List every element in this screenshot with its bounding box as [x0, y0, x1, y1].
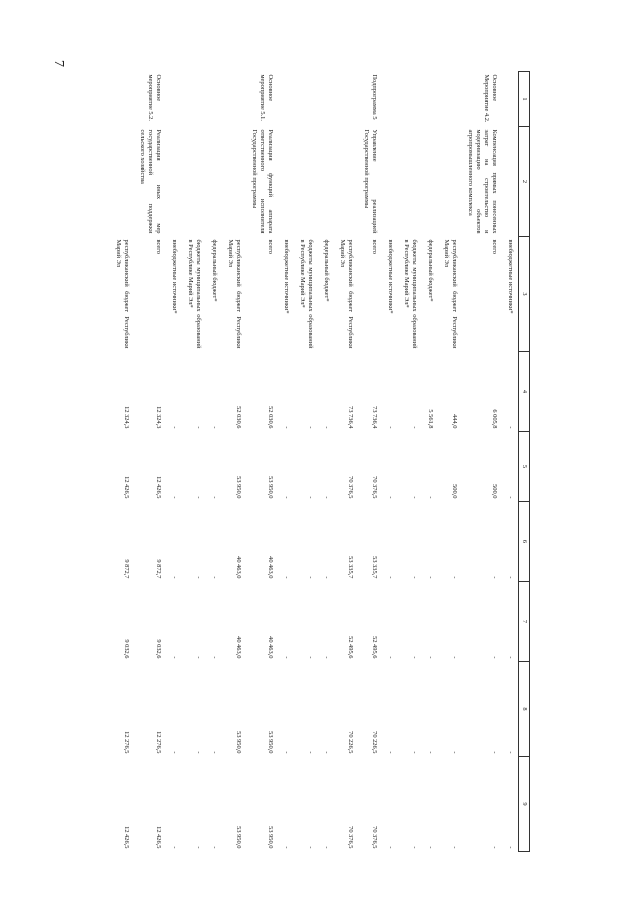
table-cell-col3: республиканский бюджет Республики Марий Эл [115, 239, 130, 349]
table-cell-col3: всего [371, 239, 378, 254]
table-cell-col3: внебюджетные источники* [283, 239, 290, 314]
table-cell-col3: всего [267, 239, 274, 254]
table-cell-col7: 9 032,6 [123, 639, 130, 659]
table-cell-col6: - [427, 576, 434, 579]
table-row [398, 72, 422, 852]
table-cell-col8: - [507, 751, 514, 754]
table-cell-col2 [422, 127, 438, 237]
table-cell-col9: - [171, 846, 178, 849]
table-cell-col9: - [411, 846, 418, 849]
table-cell-col8: - [283, 751, 290, 754]
table-cell-col2 [398, 127, 422, 237]
table-cell-col5: - [171, 496, 178, 499]
table-row [502, 72, 519, 852]
table-body [110, 72, 519, 852]
table-cell-col7: - [195, 656, 202, 659]
table-cell-col8: - [451, 751, 458, 754]
table-cell-col1 [318, 72, 334, 127]
table-cell-col4: - [171, 426, 178, 429]
table-cell-col6: - [283, 576, 290, 579]
table-cell-col3: республиканский бюджет Республики Марий Эл [339, 239, 354, 349]
table-cell-col8: - [387, 751, 394, 754]
table-cell-col7: - [323, 656, 330, 659]
table-cell-col5: - [195, 496, 202, 499]
table-cell-col3: федеральный бюджет* [323, 239, 330, 302]
table-row [246, 72, 278, 852]
table-cell-col6: - [307, 576, 314, 579]
table-cell-col2 [294, 127, 318, 237]
table-cell-col4: - [507, 426, 514, 429]
table-cell-col7: 40 463,0 [267, 636, 274, 659]
table-cell-col6: 53 335,7 [347, 556, 354, 579]
table-cell-col3: федеральный бюджет* [211, 239, 218, 302]
table-cell-col1 [438, 72, 462, 127]
table-row [166, 72, 182, 852]
table-cell-col7: 52 495,6 [347, 636, 354, 659]
table-cell-col9: - [451, 846, 458, 849]
table-cell-col7: - [307, 656, 314, 659]
table-cell-col2: Реализация функций аппарата ответственного исполнителя Государственной программы [251, 129, 274, 234]
table-cell-col8: - [491, 751, 498, 754]
table-cell-col9: - [387, 846, 394, 849]
table-cell-col5: - [211, 496, 218, 499]
table-cell-col1 [422, 72, 438, 127]
header-cell: 7 [519, 582, 530, 662]
table-cell-col4: 73 736,4 [371, 406, 378, 429]
table-cell-col4: 52 030,6 [267, 406, 274, 429]
table-cell-col2 [502, 127, 519, 237]
table-cell-col2 [182, 127, 206, 237]
budget-table [110, 71, 530, 852]
table-cell-col4: - [387, 426, 394, 429]
table-cell-col3: всего [155, 239, 162, 254]
table-cell-col2 [166, 127, 182, 237]
table-cell-col8: 12 276,5 [123, 731, 130, 754]
table-row [110, 72, 134, 852]
table-cell-col6: - [195, 576, 202, 579]
table-cell-col7: - [411, 656, 418, 659]
table-cell-col7: 52 495,6 [371, 636, 378, 659]
table-cell-col5: - [427, 496, 434, 499]
table-cell-col3: внебюджетные источники* [171, 239, 178, 314]
header-cell: 2 [519, 127, 530, 237]
table-cell-col5: - [307, 496, 314, 499]
table-cell-col4: 444,0 [451, 414, 458, 429]
table-cell-col4: - [195, 426, 202, 429]
header-cell: 1 [519, 72, 530, 127]
table-cell-col9: - [323, 846, 330, 849]
table-cell-col9: 53 950,0 [267, 826, 274, 849]
table-cell-col8: - [411, 751, 418, 754]
table-cell-col6: 40 463,0 [267, 556, 274, 579]
table-cell-col4: 73 736,4 [347, 406, 354, 429]
header-cell: 5 [519, 432, 530, 502]
table-cell-col4: - [307, 426, 314, 429]
table-cell-col3: внебюджетные источники* [507, 239, 514, 314]
table-cell-col4: 12 324,3 [155, 406, 162, 429]
table-cell-col2 [382, 127, 398, 237]
table-cell-col8: - [307, 751, 314, 754]
table-cell-col5: - [411, 496, 418, 499]
header-cell: 8 [519, 662, 530, 757]
table-cell-col2 [318, 127, 334, 237]
table-cell-col7: - [387, 656, 394, 659]
table-cell-col3: республиканский бюджет Республики Марий Эл [443, 239, 458, 349]
table-cell-col9: - [507, 846, 514, 849]
table-cell-col9: 70 376,5 [347, 826, 354, 849]
table-cell-col5: 70 376,5 [371, 476, 378, 499]
table-cell-col3: федеральный бюджет* [427, 239, 434, 302]
table-cell-col1: Основное мероприятие 5.2. [147, 74, 162, 121]
table-row [206, 72, 222, 852]
table-row [222, 72, 246, 852]
table-cell-col2 [278, 127, 294, 237]
table-cell-col8: 53 950,0 [267, 731, 274, 754]
table-cell-col4: 6 005,8 [491, 409, 498, 429]
table-cell-col1 [382, 72, 398, 127]
table-cell-col6: - [507, 576, 514, 579]
table-cell-col3: всего [491, 239, 498, 254]
table-cell-col5: 12 426,5 [155, 476, 162, 499]
table-cell-col5: 70 376,5 [347, 476, 354, 499]
header-cell: 4 [519, 352, 530, 432]
table-cell-col6: - [211, 576, 218, 579]
table-cell-col1 [222, 72, 246, 127]
table-cell-col4: 52 030,6 [235, 406, 242, 429]
table-cell-col5: 500,0 [451, 484, 458, 499]
table-cell-col2 [334, 127, 358, 237]
table-cell-col1 [182, 72, 206, 127]
table-cell-col2: Компенсация прямых понесенных затрат на строительство и модернизацию объектов агропромышленного комплекса [467, 129, 498, 234]
table-cell-col5: - [323, 496, 330, 499]
table-cell-col6: - [171, 576, 178, 579]
table-cell-col6: 53 335,7 [371, 556, 378, 579]
table-row [182, 72, 206, 852]
table-cell-col8: - [171, 751, 178, 754]
table-cell-col4: - [323, 426, 330, 429]
table-cell-col7: - [427, 656, 434, 659]
table-cell-col1 [502, 72, 519, 127]
table-cell-col5: 53 950,0 [267, 476, 274, 499]
table-cell-col1: Основное Мероприятие 4.2. [483, 74, 498, 123]
table-cell-col9: - [491, 846, 498, 849]
table-cell-col8: 70 226,5 [347, 731, 354, 754]
table-cell-col6: - [387, 576, 394, 579]
table-row [334, 72, 358, 852]
table-cell-col9: - [211, 846, 218, 849]
table-cell-col6: - [323, 576, 330, 579]
table-cell-col9: 12 426,5 [155, 826, 162, 849]
table-cell-col2 [206, 127, 222, 237]
table-cell-col6: - [451, 576, 458, 579]
table-cell-col9: - [283, 846, 290, 849]
table-cell-col9: - [307, 846, 314, 849]
table-cell-col7: 9 032,6 [155, 639, 162, 659]
table-cell-col5: - [283, 496, 290, 499]
table-cell-col7: 40 463,0 [235, 636, 242, 659]
table-cell-col1 [110, 72, 134, 127]
table-row [134, 72, 166, 852]
table-row [382, 72, 398, 852]
table-cell-col8: - [195, 751, 202, 754]
table-cell-col8: - [323, 751, 330, 754]
table-cell-col3: бюджеты муниципальных образований в Республике Марий Эл* [187, 239, 202, 349]
table-cell-col9: 70 376,5 [371, 826, 378, 849]
table-cell-col2 [222, 127, 246, 237]
table-row [422, 72, 438, 852]
table-row [294, 72, 318, 852]
table-cell-col1 [334, 72, 358, 127]
table-cell-col1: Подпрограмма 5 [371, 74, 378, 120]
table-cell-col8: 70 226,5 [371, 731, 378, 754]
table-cell-col4: - [411, 426, 418, 429]
table-cell-col8: 12 276,5 [155, 731, 162, 754]
table-cell-col7: - [507, 656, 514, 659]
table-cell-col6: - [491, 576, 498, 579]
header-row [519, 72, 530, 852]
table-cell-col8: - [427, 751, 434, 754]
table-cell-col1 [398, 72, 422, 127]
table-cell-col1 [294, 72, 318, 127]
table-cell-col1 [206, 72, 222, 127]
table-cell-col2: Управление реализацией Государственной программы [363, 129, 378, 234]
table-cell-col5: - [387, 496, 394, 499]
table-cell-col7: - [491, 656, 498, 659]
table-cell-col5: 53 950,0 [235, 476, 242, 499]
table-cell-col7: - [451, 656, 458, 659]
table-cell-col5: 500,0 [491, 484, 498, 499]
table-cell-col1 [166, 72, 182, 127]
table-cell-col3: внебюджетные источники* [387, 239, 394, 314]
table-cell-col3: бюджеты муниципальных образований в Республике Марий Эл* [299, 239, 314, 349]
table-cell-col9: 53 950,0 [235, 826, 242, 849]
table-row [318, 72, 334, 852]
table-cell-col4: - [211, 426, 218, 429]
header-cell: 9 [519, 757, 530, 852]
page-number: 7 [51, 60, 66, 67]
table-cell-col5: - [507, 496, 514, 499]
table-row [462, 72, 502, 852]
table-cell-col5: 12 426,5 [123, 476, 130, 499]
table-row [278, 72, 294, 852]
table-cell-col8: - [211, 751, 218, 754]
table-cell-col1: Основное мероприятие 5.1. [259, 74, 274, 121]
table-cell-col4: 12 324,3 [123, 406, 130, 429]
table-cell-col6: - [411, 576, 418, 579]
table-row [358, 72, 382, 852]
table-cell-col2: Реализация иных мер государственной поддержки сельского хозяйства [139, 129, 162, 234]
table-cell-col9: - [195, 846, 202, 849]
table-cell-col3: бюджеты муниципальных образований в Республике Марий Эл* [403, 239, 418, 349]
table-cell-col6: 9 872,7 [123, 559, 130, 579]
table-cell-col3: республиканский бюджет Республики Марий Эл [227, 239, 242, 349]
header-cell: 3 [519, 237, 530, 352]
table-cell-col9: 12 426,5 [123, 826, 130, 849]
table-cell-col7: - [211, 656, 218, 659]
header-cell: 6 [519, 502, 530, 582]
table-cell-col8: 53 950,0 [235, 731, 242, 754]
table-row [438, 72, 462, 852]
table-cell-col6: 9 872,7 [155, 559, 162, 579]
table-cell-col4: 5 561,8 [427, 409, 434, 429]
rotated-table-stage [110, 71, 530, 851]
table-cell-col1 [278, 72, 294, 127]
table-cell-col2 [110, 127, 134, 237]
table-cell-col6: 40 463,0 [235, 556, 242, 579]
table-cell-col2 [438, 127, 462, 237]
table-cell-col7: - [171, 656, 178, 659]
table-cell-col9: - [427, 846, 434, 849]
table-cell-col7: - [283, 656, 290, 659]
table-cell-col4: - [283, 426, 290, 429]
